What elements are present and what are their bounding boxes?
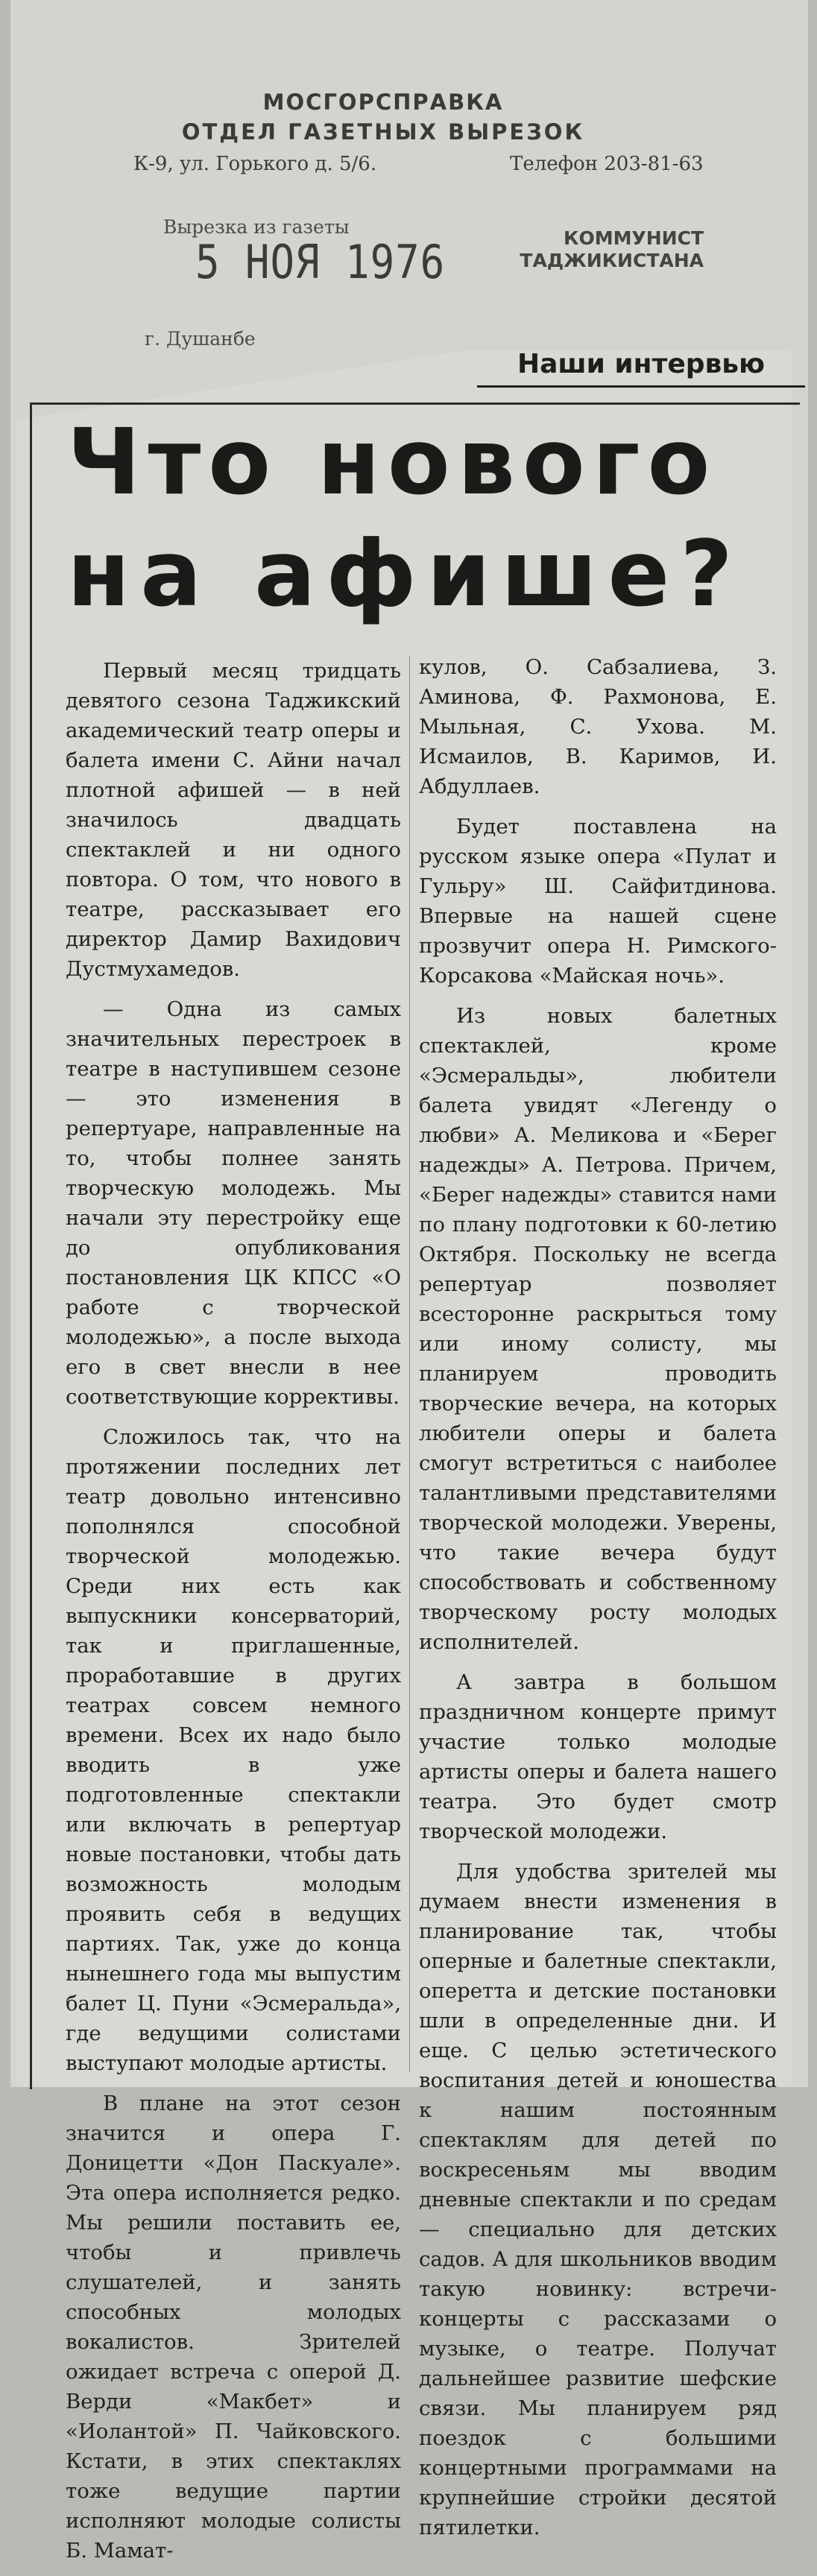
date-stamp: 5 НОЯ 1976 (195, 235, 446, 289)
paragraph: А завтра в большом праздничном концерте примут участие только молодые артисты оперы и балета нашего театра. Это будет смотр творческой молодежи. (419, 1670, 777, 1843)
agency-phone: Телефон 203-81-63 (510, 153, 704, 175)
agency-address: К-9, ул. Горького д. 5/6. (133, 153, 377, 175)
paragraph: Из новых балетных спектаклей, кроме «Эсмеральды», любители балета увидят «Легенду о любви» А. Меликова и «Берег надежды» А. Петрова. Причем, «Берег надежды» ставится нами по плану подготовки к 60-летию Октября. Поскольку не всегда репертуар позволяет всесторонне раскрыться тому или иному солисту, мы планируем проводить творческие вечера, на которых любители оперы и балета смогут встретиться с наиболее талантливыми представителями творческой молодежи. Уверены, что такие вечера будут способствовать и собственному творческому росту молодых исполнителей. (419, 1004, 777, 1654)
paragraph: — Одна из самых значительных перестроек в театре в наступившем сезоне — это изменения в репертуаре, направленные на то, чтобы полнее занять творческую молодежь. Мы начали эту перестройку еще до опубликования постановления ЦК КПСС «О работе с творческой молодежью», а после выхода его в свет внесли в нее соответствующие коррективы. (66, 997, 401, 1409)
slip-header (10, 0, 808, 388)
headline-line-1: Что нового (67, 409, 718, 515)
article-headline (67, 406, 783, 630)
newspaper-name: КОММУНИСТ ТАДЖИКИСТАНА (520, 227, 704, 271)
paragraph: Сложилось так, что на протяжении последних лет театр довольно интенсивно пополнялся способной творческой молодежью. Среди них есть как выпускники консерваторий, так и приглашенные, проработавшие в других театрах совсем немного времени. Всех их надо было вводить в уже подготовленные спектакли или включать в репертуар новые постановки, чтобы дать возможность молодым проявить себя в ведущих партиях. Так, уже до конца нынешнего года мы выпустим балет Ц. Пуни «Эсмеральда», где ведущими солистами выступают молодые артисты. (66, 1425, 401, 2075)
column-divider (409, 656, 410, 2072)
cut-label: Вырезка из газеты (163, 216, 350, 238)
agency-name: МОСГОРСПРАВКА (262, 89, 504, 115)
rubric-label: Наши интервью (477, 349, 805, 388)
headline-line-2: на афише? (67, 521, 744, 627)
paragraph: кулов, О. Сабзалиева, З. Аминова, Ф. Рахмонова, Е. Мыльная, С. Ухова. М. Исмаилов, В. Каримов, И. Абдуллаев. (419, 655, 777, 798)
city-label: г. Душанбе (145, 328, 256, 350)
article-column-2 (419, 652, 777, 2553)
paragraph: Будет поставлена на русском языке опера «Пулат и Гульру» Ш. Сайфитдинова. Впервые на нашей сцене прозвучит опера Н. Римского-Корсакова «Майская ночь». (419, 815, 777, 988)
paragraph: Для удобства зрителей мы думаем внести изменения в планирование так, чтобы оперные и балетные спектакли, оперетта и детские постановки шли в определенные дни. И еще. С целью эстетического воспитания детей и юношества к нашим постоянным спектаклям для детей по воскресеньям мы вводим дневные спектакли и по средам — специально для детских садов. А для школьников вводим такую новинку: встречи-концерты с рассказами о музыке, о театре. Получат дальнейшее развитие шефские связи. Мы планируем ряд поездок с большими концертными программами на крупнейшие стройки десятой пятилетки. (419, 1860, 777, 2539)
paragraph: Первый месяц тридцать девятого сезона Таджикский академический театр оперы и балета имени С. Айни начал плотной афишей — в ней значилось двадцать спектаклей и ни одного повтора. О том, что нового в театре, рассказывает его директор Дамир Вахидович Дустмухамедов. (66, 659, 401, 981)
article-column-1 (66, 656, 401, 2576)
paragraph: В плане на этот сезон значится и опера Г. Доницетти «Дон Паскуале». Эта опера исполняется редко. Мы решили поставить ее, чтобы и привлечь слушателей, и занять способных молодых вокалистов. Зрителей ожидает встреча с оперой Д. Верди «Макбет» и «Иолантой» П. Чайковского. Кстати, в этих спектаклях тоже ведущие партии исполняют молодые солисты Б. Мамат- (66, 2092, 401, 2563)
department-name: ОТДЕЛ ГАЗЕТНЫХ ВЫРЕЗОК (181, 119, 585, 145)
